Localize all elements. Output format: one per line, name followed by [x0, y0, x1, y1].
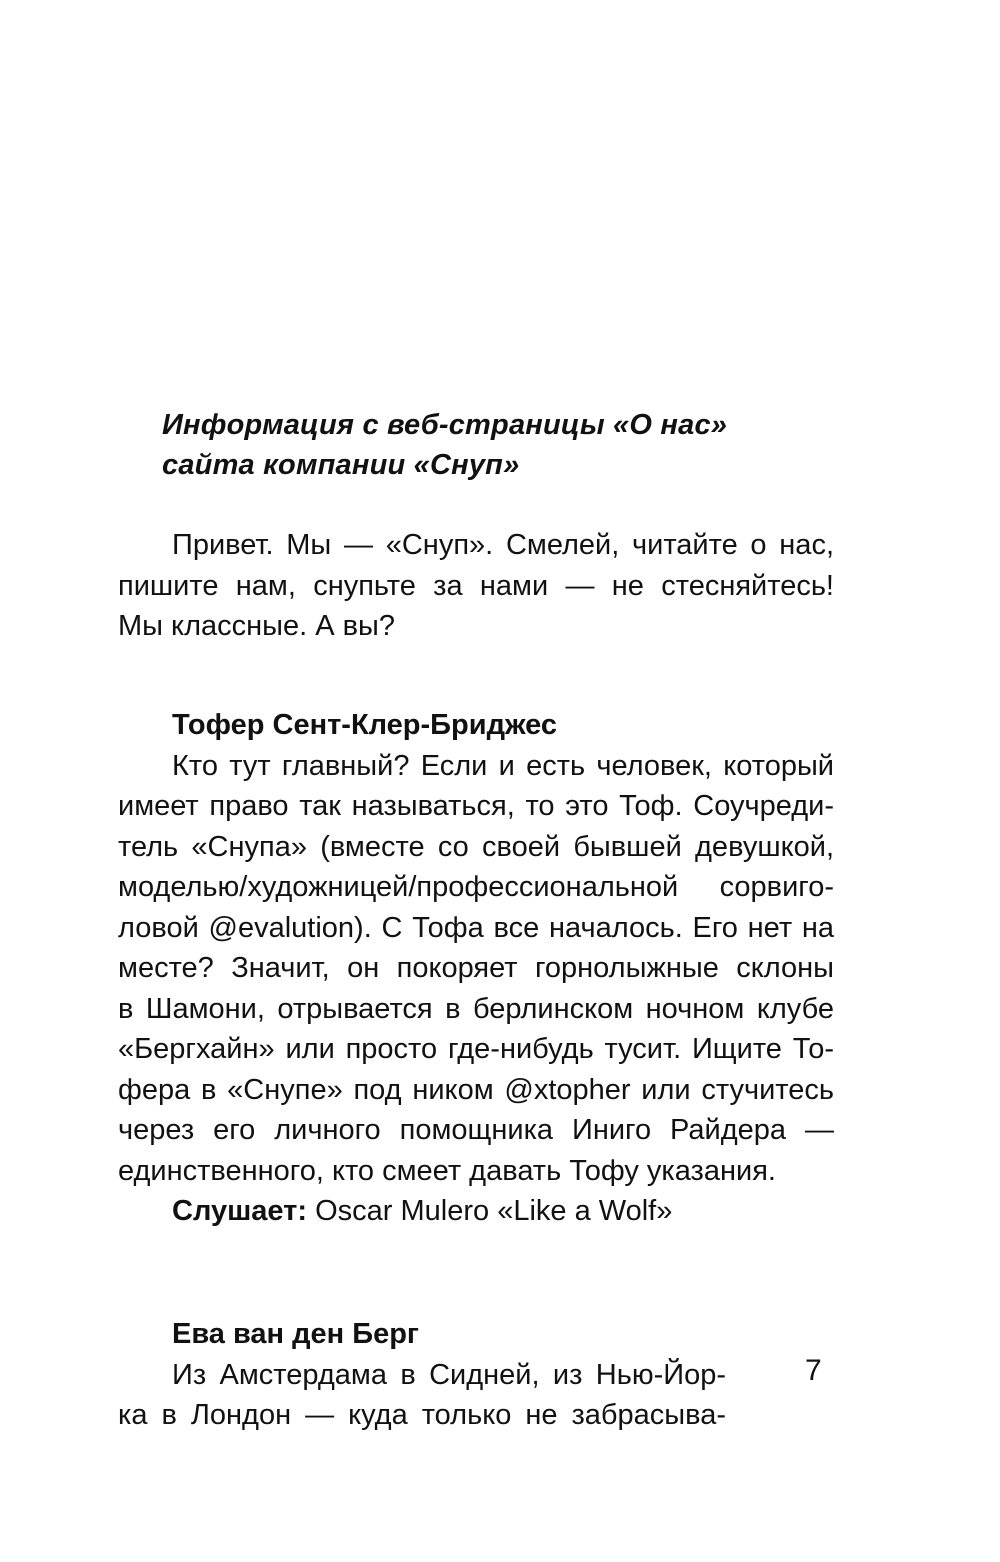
page-number: 7	[805, 1354, 822, 1387]
heading-line-2: сайта компании «Снуп»	[162, 449, 520, 481]
profile-tofer	[118, 705, 834, 1232]
text-line: пишите нам, снупьте за нами — не стесняйтесь!	[118, 569, 834, 602]
profile-eva	[118, 1314, 726, 1436]
text-line: ловой @evalution). С Тофа все началось. Его нет на	[118, 911, 834, 944]
text-line: Мы классные. А вы?	[118, 610, 396, 642]
text-line: моделью/художницей/профессиональной сорвиго-	[118, 871, 834, 903]
text-line: тель «Снупа» (вместе со своей бывшей девушкой,	[118, 830, 834, 863]
heading-line-1: Информация с веб-страницы «О нас»	[162, 409, 728, 441]
text-line: единственного, кто смеет давать Тофу указания.	[118, 1154, 776, 1187]
text-line: месте? Значит, он покоряет горнолыжные склоны	[118, 952, 834, 984]
profile-name: Ева ван ден Берг	[172, 1318, 419, 1350]
text-line: имеет право так называться, то это Тоф. Соучреди-	[118, 790, 834, 822]
section-heading	[162, 405, 862, 485]
profile-name: Тофер Сент-Клер-Бриджес	[172, 709, 558, 741]
text-line: фера в «Снупе» под ником @xtopher или стучитесь	[118, 1073, 834, 1106]
text-line: «Бергхайн» или просто где-нибудь тусит. Ищите То-	[118, 1033, 834, 1065]
intro-paragraph	[118, 525, 834, 647]
text-line: Кто тут главный? Если и есть человек, который	[172, 749, 834, 782]
listens-line	[118, 1191, 834, 1232]
text-line: ка в Лондон — куда только не забрасыва-	[118, 1399, 726, 1431]
text-line: в Шамони, отрывается в берлинском ночном клубе	[118, 992, 834, 1025]
listens-label: Слушает:	[172, 1195, 308, 1227]
text-line: Привет. Мы — «Снуп». Смелей, читайте о нас,	[172, 529, 834, 561]
text-line: через его личного помощника Иниго Райдера —	[118, 1114, 834, 1146]
text-line: Из Амстердама в Сидней, из Нью-Йор-	[172, 1358, 726, 1391]
listens-value: Oscar Mulero «Like a Wolf»	[307, 1195, 673, 1227]
